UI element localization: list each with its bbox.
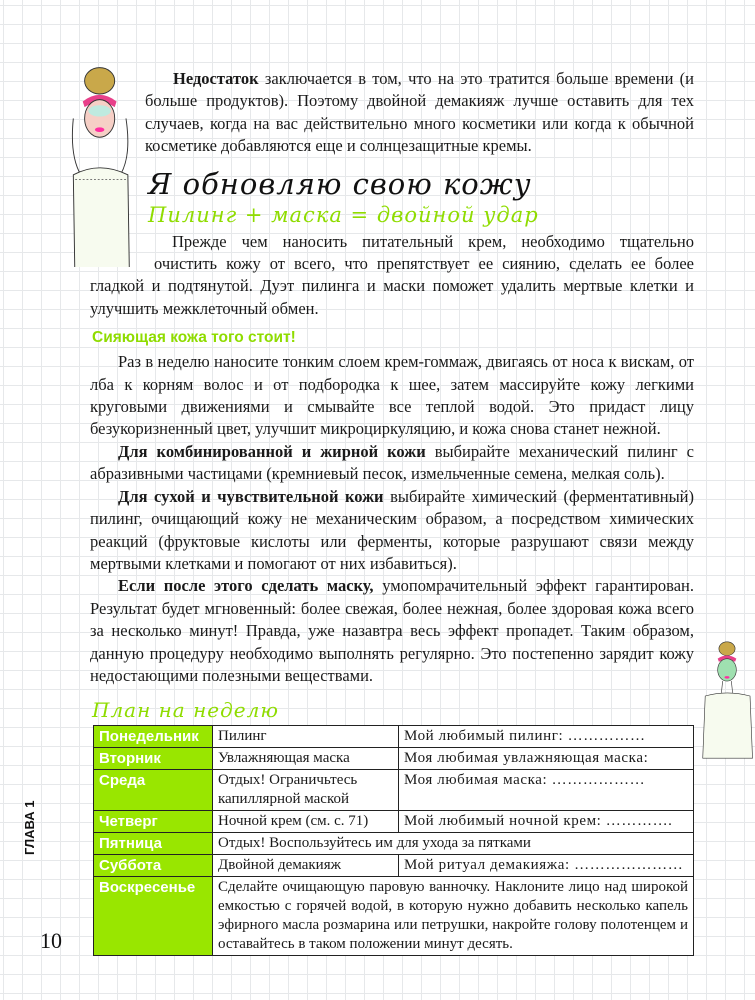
weekly-plan-table — [93, 725, 694, 956]
plan-row — [94, 748, 694, 770]
body-paragraphs — [90, 351, 694, 687]
plan-task: Отдых! Ограничьтесь капиллярной маской — [213, 770, 399, 811]
plan-row — [94, 770, 694, 811]
plan-task: Пилинг — [213, 726, 399, 748]
girl-with-face-mask-illustration — [699, 640, 755, 760]
section-title: Сияющая кожа того стоит! — [92, 329, 296, 347]
oily-bold: Для комбинированной и жирной кожи — [118, 441, 426, 461]
plan-day: Вторник — [94, 748, 213, 770]
intro-bold: Недостаток — [173, 69, 259, 88]
oily-text: выбирайте механический пилинг с абразивными частицами (кремниевый песок, измельченные семена, мелкая соль). — [90, 441, 695, 484]
plan-row — [94, 877, 694, 956]
plan-day: Суббота — [94, 855, 213, 877]
dry-text: выбирайте химический (ферментативный) пилинг, очищающий кожу не механическим образом, а посредством химических реакций (фруктовые кислоты или ферменты, которые разрушают связи между мертвыми клетками и помогают от них избавиться). — [90, 486, 694, 573]
plan-day: Воскресенье — [94, 877, 213, 956]
intro-text: заключается в том, что на это тратится больше времени (и больше продуктов). Поэтому двойной демакияж лучше оставить для тех случаев, когда на вас действительно много косметики или когда к обычной косметике добавляются еще и солнцезащитные кремы. — [145, 69, 694, 156]
plan-row — [94, 855, 694, 877]
plan-note: Мой любимый ночной крем: …………. — [399, 811, 694, 833]
plan-day: Среда — [94, 770, 213, 811]
plan-note: Мой любимый пилинг: …………… — [399, 726, 694, 748]
plan-row — [94, 726, 694, 748]
dry-skin-paragraph — [90, 486, 694, 576]
mask-bold: Если после этого сделать маску, — [118, 576, 374, 596]
plan-task: Отдых! Воспользуйтесь им для ухода за пятками — [213, 833, 694, 855]
peeling-text: Прежде чем наносить питательный крем, необходимо тщательно очистить кожу от всего, что препятствует ее сиянию, сделать ее более гладкой и подтянутой. Дуэт пилинга и маски поможет удалить мертвые клетки и улучшить межклеточный обмен. — [90, 231, 694, 318]
weekly-paragraph: Раз в неделю наносите тонким слоем крем-гоммаж, двигаясь от носа к вискам, от лба к корням волос и от подбородка к шее, затем массируйте кожу легкими круговыми движениями и смывайте все теплой водой. Это придаст лицу безукоризненный цвет, улучшит микроциркуляцию, и кожа снова станет нежной. — [90, 352, 694, 439]
page-content — [90, 68, 694, 956]
plan-note: Моя любимая маска: ……………… — [399, 770, 694, 811]
mask-text: умопомрачительный эффект гарантирован. Результат будет мгновенный: более свежая, более нежная, более здоровая кожа всего за несколько минут! Правда, уже назавтра весь эффект пропадет. Таким образом, данную процедуру необходимо выполнять регулярно. Это постепенно зарядит кожу недостающими полезными веществами. — [90, 576, 694, 685]
intro-paragraph — [90, 68, 694, 158]
plan-task: Двойной демакияж — [213, 855, 399, 877]
plan-task: Сделайте очищающую паровую ванночку. Наклоните лицо над широкой емкостью с горячей водой, в которую нужно добавить несколько капель эфирного масла розмарина или петрушки, накройте голову полотенцем и оставайтесь в таком положении минут десять. — [213, 877, 694, 956]
chapter-label: ГЛАВА 1 — [22, 800, 37, 855]
plan-day: Четверг — [94, 811, 213, 833]
plan-row — [94, 811, 694, 833]
plan-note: Моя любимая увлажняющая маска: — [399, 748, 694, 770]
plan-title: План на неделю — [92, 698, 279, 723]
plan-task: Увлажняющая маска — [213, 748, 399, 770]
plan-day: Понедельник — [94, 726, 213, 748]
mask-paragraph — [90, 575, 694, 687]
page-heading: Я обновляю свою кожу — [148, 166, 532, 201]
dry-bold: Для сухой и чувствительной кожи — [118, 486, 384, 506]
page-number: 10 — [40, 928, 62, 953]
plan-task: Ночной крем (см. с. 71) — [213, 811, 399, 833]
peeling-paragraph — [90, 231, 694, 321]
plan-note: Мой ритуал демакияжа: ………………… — [399, 855, 694, 877]
page-subheading: Пилинг + маска = двойной удар — [148, 202, 539, 227]
plan-day: Пятница — [94, 833, 213, 855]
oily-skin-paragraph — [90, 441, 694, 486]
plan-row — [94, 833, 694, 855]
